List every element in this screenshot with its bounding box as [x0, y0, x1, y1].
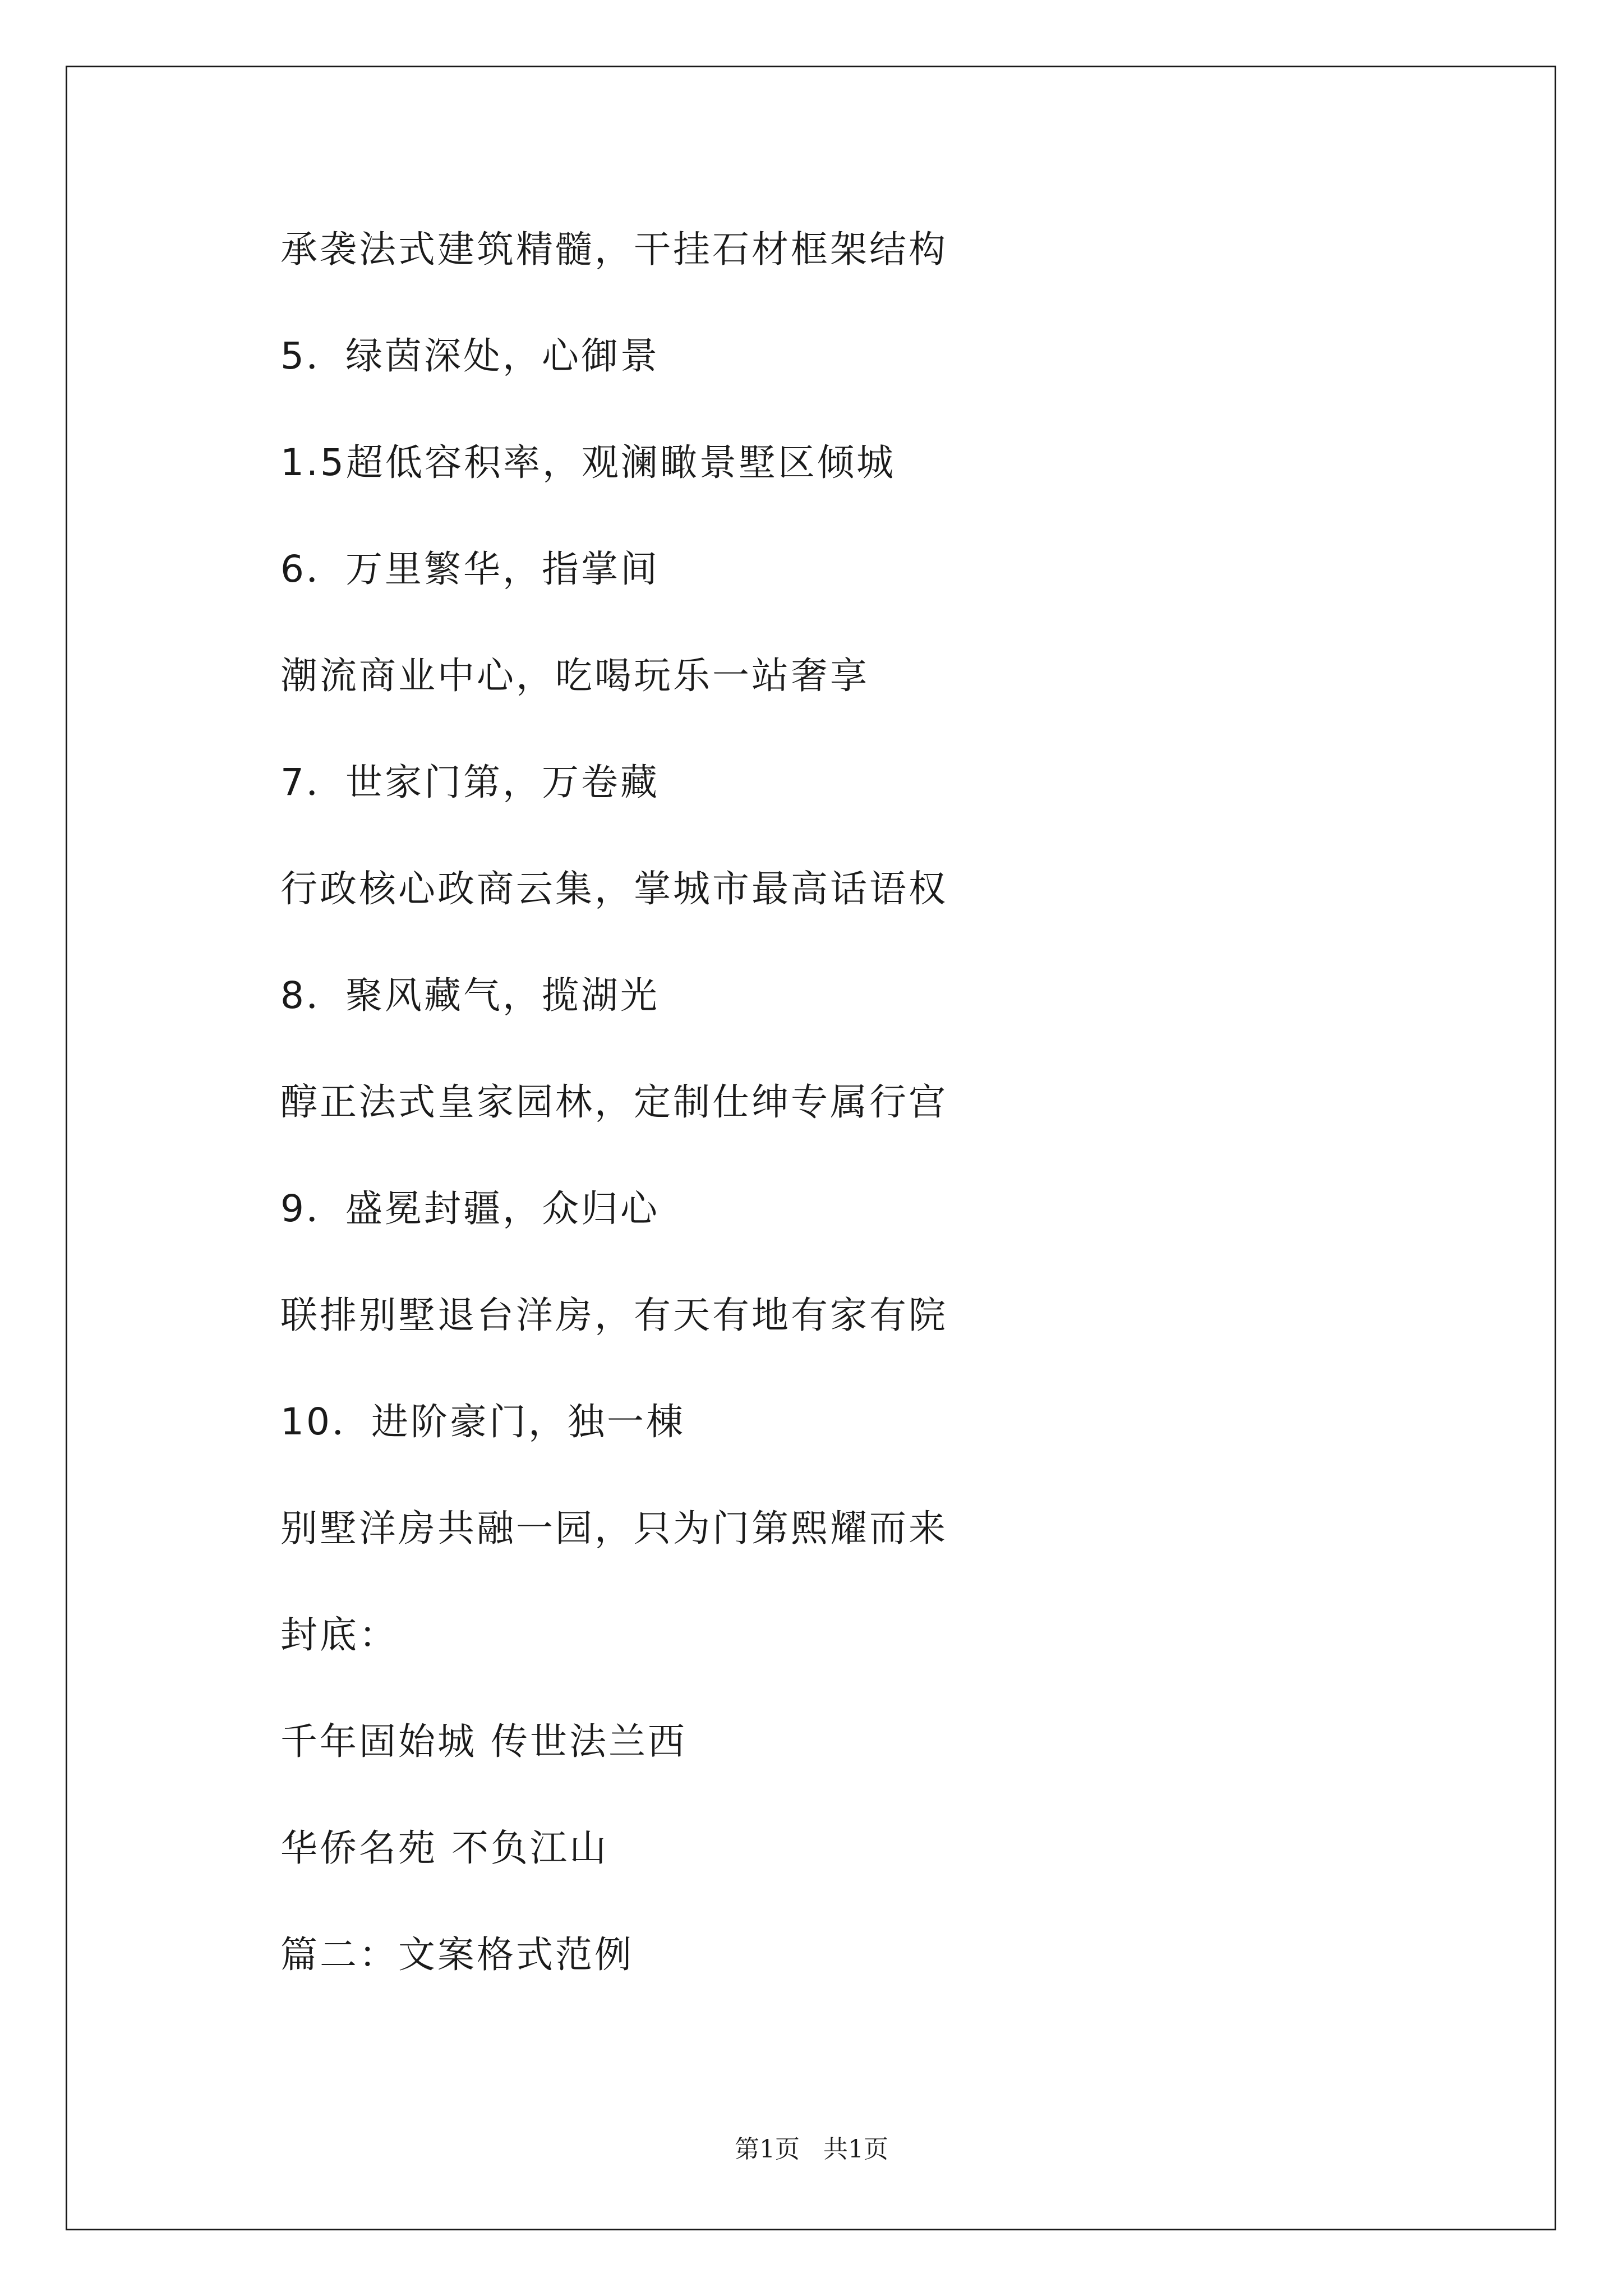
text-line: 承袭法式建筑精髓，干挂石材框架结构 — [280, 228, 948, 271]
text-line: 篇二：文案格式范例 — [280, 1933, 634, 1976]
document-body — [280, 219, 1402, 2031]
text-line: 华侨名苑 不负江山 — [280, 1826, 608, 1870]
text-line: 7．世家门第，万卷藏 — [280, 761, 660, 804]
text-line: 潮流商业中心，吃喝玩乐一站奢享 — [280, 654, 869, 697]
page-number-footer: 第1页 共1页 — [735, 2135, 888, 2164]
text-line: 6．万里繁华，指掌间 — [280, 547, 660, 591]
text-line: 醇正法式皇家园林，定制仕绅专属行宫 — [280, 1080, 948, 1124]
text-line: 9．盛冕封疆，众归心 — [280, 1187, 660, 1230]
text-line: 10．进阶豪门，独一棟 — [280, 1400, 685, 1443]
text-line: 1.5超低容积率，观澜瞰景墅区倾城 — [280, 441, 896, 484]
text-line: 封底： — [280, 1613, 398, 1657]
text-line: 联排别墅退台洋房，有天有地有家有院 — [280, 1294, 948, 1337]
text-line: 行政核心政商云集，掌城市最高话语权 — [280, 867, 948, 910]
text-line: 8．聚风藏气，揽湖光 — [280, 974, 660, 1017]
text-line: 5．绿茵深处，心御景 — [280, 334, 660, 378]
text-line: 千年固始城 传世法兰西 — [280, 1720, 687, 1763]
text-line: 别墅洋房共融一园，只为门第熙耀而来 — [280, 1507, 948, 1550]
